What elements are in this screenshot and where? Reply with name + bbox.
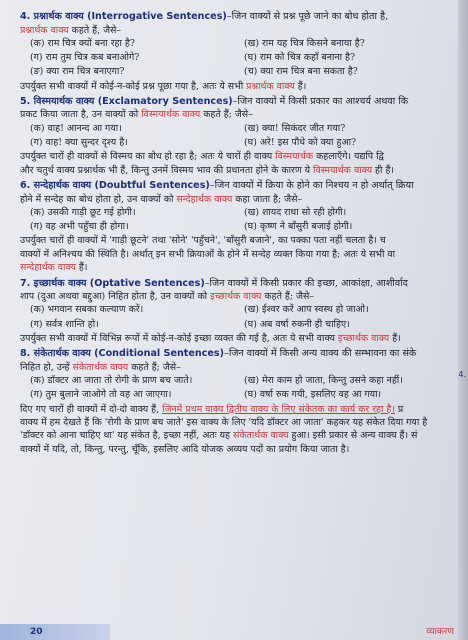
example-row: (ङ) क्या राम चित्र बनाएगा? (च) क्या राम चित्र बना सकता है? xyxy=(30,66,358,78)
section-optative xyxy=(20,277,456,346)
page-content xyxy=(20,8,456,456)
example-row: (क) भगवान सबका कल्याण करें। (ख) ईश्वर करें आप स्वस्थ हो जाओ। xyxy=(30,304,369,316)
section-conditional xyxy=(20,347,456,456)
example-row: (क) वाह! आनन्द आ गया। (ख) क्या! सिकंदर जीत गया? xyxy=(30,122,346,134)
page-number: 20 xyxy=(30,627,43,637)
section-intro: प्रश्नार्थक वाक्य कहते हैं, जैसे– xyxy=(20,24,122,36)
example-row: (ग) सर्वत्र शान्ति हो। (घ) अब वर्षा रुकनी ही चाहिए। xyxy=(30,318,350,330)
section-summary-end: वाक्यों में यदि, तो, किन्तु, परन्तु, चूँकि, इसलिए आदि योजक अव्यय पदों का प्रयोग किया जाता है। xyxy=(20,443,350,455)
section-summary: दिए गए चारों ही वाक्यों में दो-दो वाक्य हैं, जिनमें प्रथम वाक्य द्वितीय वाक्य के लिए संकेतक का कार्य कर रहा है। प्र xyxy=(20,403,404,415)
section-summary: उपर्युक्त सभी वाक्यों में विभिन्न रूपों में कोई-न-कोई इच्छा व्यक्त की गई है, अतः ये सभी वाक्य इच्छार्थक वाक्य हैं। xyxy=(20,332,401,344)
section-exclamatory xyxy=(20,95,456,177)
section-summary: उपर्युक्त चारों ही वाक्यों में 'गाड़ी छूटने' तथा 'सोने' 'पहुँचने', 'बाँसुरी बजाने', का पक्का पता नहीं चलता है। च xyxy=(20,235,386,247)
section-interrogative xyxy=(20,10,456,93)
section-heading: 4. प्रश्नार्थक वाक्य (Interrogative Sentences)–जिन वाक्यों से प्रश्न पूछे जाने का बोध होता है, xyxy=(20,11,389,22)
example-row: (ग) राम तुम चित्र कब बनाओगे? (घ) राम को चित्र कहाँ बनाना है? xyxy=(30,52,356,64)
edge-mark: 4. xyxy=(458,370,466,379)
section-summary-cont: वाक्य में हम देखते हैं कि 'रोगी के प्राण बच जाते' इस वाक्य के लिए 'यदि डॉक्टर आ जाता' कहकर यह संकेत दिया गया है xyxy=(20,417,428,429)
section-summary-cont: वाक्यों में अनिश्चय की स्थिति है। अर्थात् इन सभी क्रियाओं के होने में सन्देह व्यक्त किया गया है; अतः ये सभी वा xyxy=(20,248,396,260)
example-row: (क) डॉक्टर आ जाता तो रोगी के प्राण बच जाते। (ख) मेरा काम हो जाता, किन्तु उसने कहा नहीं। xyxy=(30,375,403,387)
footer-band xyxy=(0,624,110,640)
section-summary: उपर्युक्त चारों ही वाक्यों से विस्मय का बोध हो रहा है; अतः ये चारों ही वाक्य विस्मयार्थक कहलाएँगे। यद्यपि द्वि xyxy=(20,151,384,163)
section-summary-cont: और चतुर्थ वाक्य प्रश्नार्थक भी हैं, किन्तु उनमें विस्मय भाव की प्रधानता होने के कारण ये विस्मयार्थक वाक्य ही हैं। xyxy=(20,164,394,176)
example-row: (ग) वह अभी पहुँचा ही होगा। (घ) कृष्ण ने बाँसुरी बजाई होगी। xyxy=(30,221,353,233)
footer-brand: व्याकरण xyxy=(426,627,454,637)
section-doubtful xyxy=(20,179,456,275)
section-summary-end: सन्देहार्थक वाक्य हैं। xyxy=(20,262,88,274)
example-row: (ग) वाह! क्या सुन्दर दृश्य है। (घ) अरे! इस पौधे को क्या हुआ? xyxy=(30,137,357,149)
section-heading: 6. सन्देहार्थक वाक्य (Doubtful Sentences)–जिन वाक्यों में क्रिया के होने का निश्चय न हो अर्थात् क्रिया xyxy=(20,180,414,192)
example-row: (क) राम चित्र क्यों बना रहा है? (ख) राम यह चित्र किसने बनाया है? xyxy=(30,37,365,49)
section-heading: 5. विस्मयार्थक वाक्य (Exclamatory Sentences)–जिन वाक्यों में किसी प्रकार का आश्चर्य अथवा कि xyxy=(20,95,409,107)
section-heading: 8. संकेतार्थक वाक्य (Conditional Sentences)–जिन वाक्यों में किसी अन्य वाक्य की सम्भावना का संके xyxy=(20,348,417,360)
example-row: (ग) तुम बुलाने जाओगे तो वह आ जाएगा। (घ) वर्षा रुक गयी, इसलिए वह आ गया। xyxy=(30,389,382,401)
section-intro: शाप (दुआ अथवा बद्दुआ) निहित होता है, उन वाक्यों को इच्छार्थक वाक्य कहते हैं; जैसे– xyxy=(20,291,314,303)
section-summary: उपर्युक्त सभी वाक्यों में कोई-न-कोई प्रश्न पूछा गया है, अतः ये सभी प्रश्नार्थक वाक्य हैं। xyxy=(20,80,307,92)
section-intro: प्रकट किया जाता है, उन वाक्यों को विस्मयार्थक वाक्य कहते हैं; जैसे– xyxy=(20,109,253,121)
section-intro: निहित हो, उन्हें संकेतार्थक वाक्य कहते हैं; जैसे– xyxy=(20,361,181,373)
section-intro: होने में सन्देह का बोध होता हो, उन वाक्यों को सन्देहार्थक वाक्य कहा जाता है; जैसे– xyxy=(20,193,303,205)
section-summary-cont2: 'डॉक्टर को आना चाहिए था' यह संकेत है, इच्छा नहीं, अतः यह संकेतार्थक वाक्य हुआ। इसी प्रकार से अन्य वाक्य हैं। सं xyxy=(20,430,418,442)
example-row: (क) उसकी गाड़ी छूट गई होगी। (ख) शायद राधा सो रही होगी। xyxy=(30,206,347,218)
book-spine-shadow xyxy=(458,0,468,640)
section-heading: 7. इच्छार्थक वाक्य (Optative Sentences)–जिन वाक्यों में किसी प्रकार की इच्छा, आकांक्षा, आशीर्वाद xyxy=(20,277,408,289)
